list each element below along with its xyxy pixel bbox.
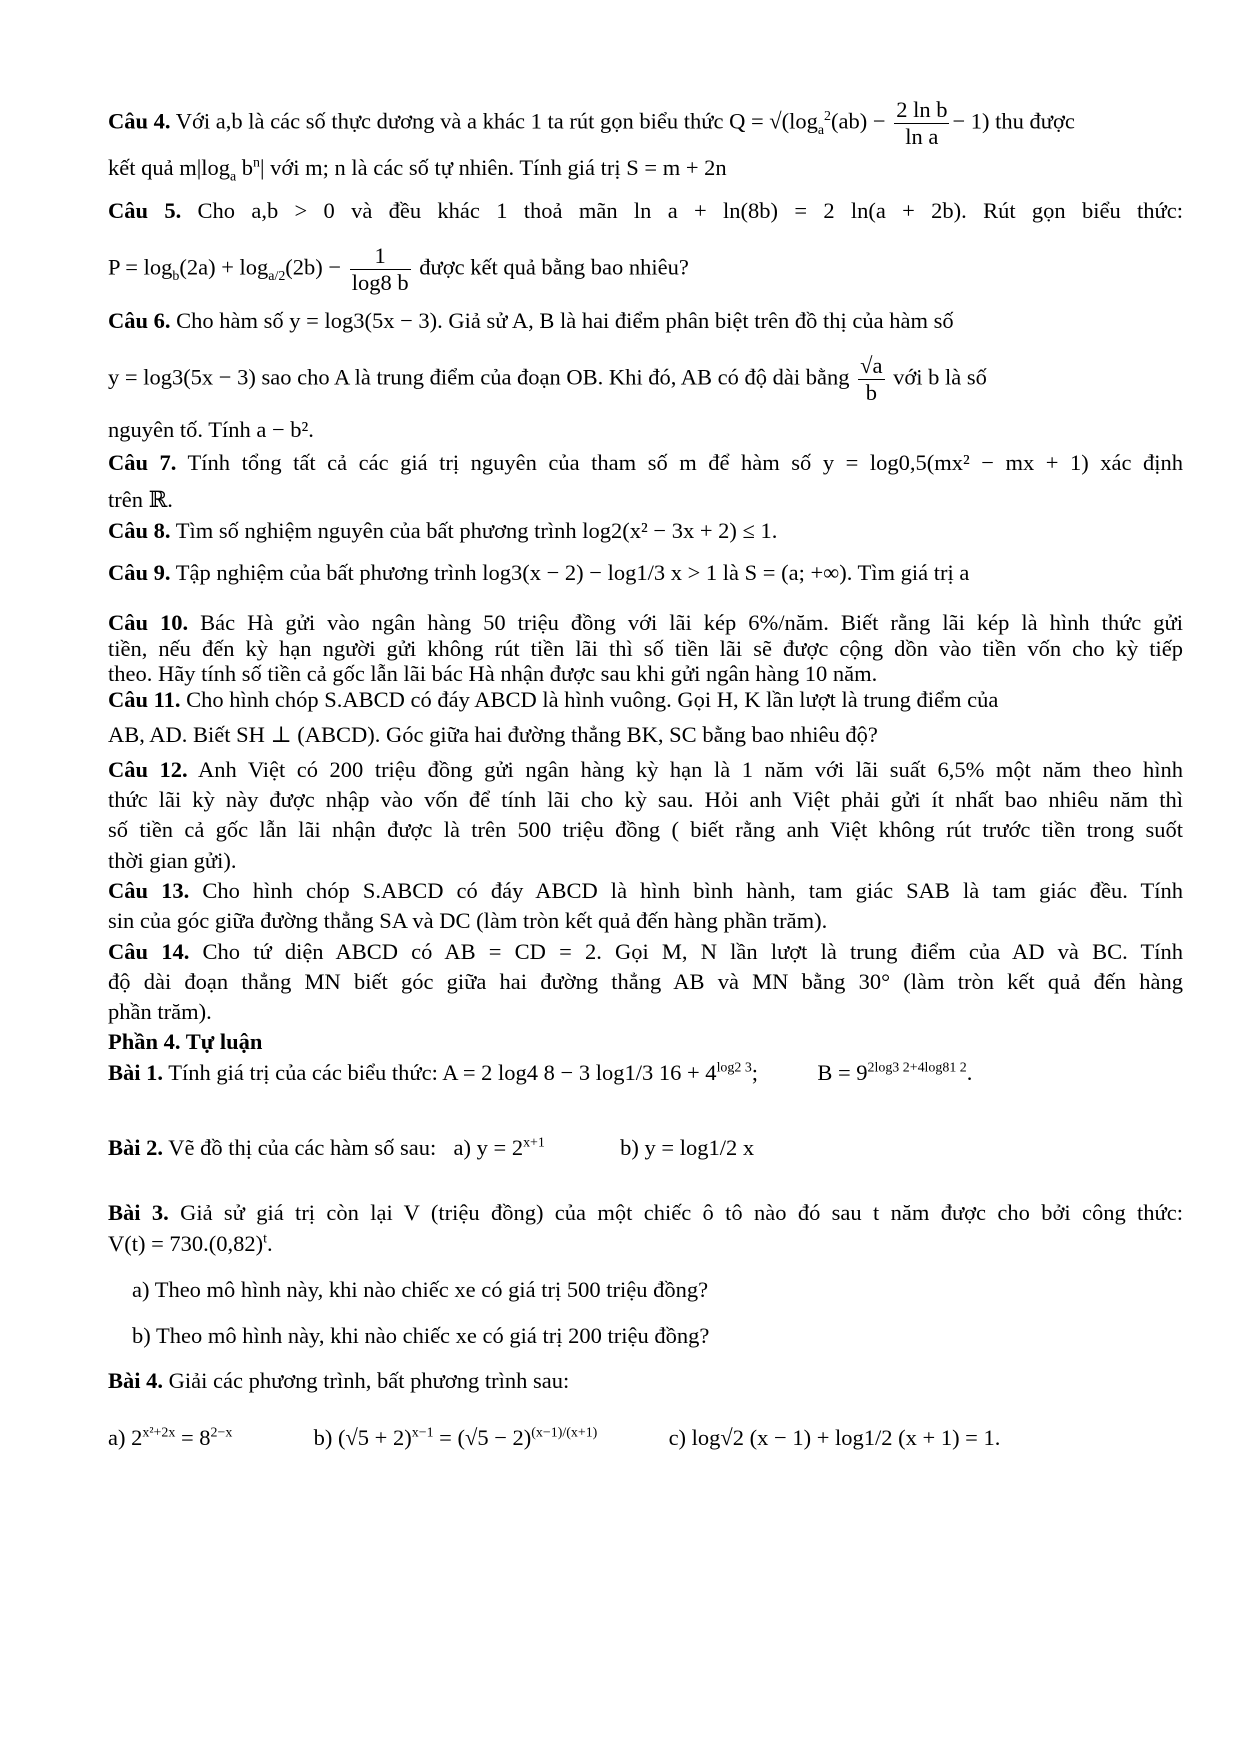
question-10-line-3: theo. Hãy tính số tiền cả gốc lẫn lãi bác Hà nhận được sau khi gửi ngân hàng 10 năm.	[108, 661, 878, 686]
exercise-label: Bài 3.	[108, 1200, 169, 1225]
question-14-line-2: độ dài đoạn thẳng MN biết góc giữa hai đường thẳng AB và MN bằng 30° (làm tròn kết quả đến hàng	[108, 969, 1183, 994]
question-9: Câu 9. Tập nghiệm của bất phương trình log3(x − 2) − log1/3 x > 1 là S = (a; +∞). Tìm giá trị a	[108, 560, 970, 585]
question-label: Câu 7.	[108, 450, 177, 475]
exercise-4-line-1: Bài 4. Giải các phương trình, bất phương trình sau:	[108, 1368, 570, 1393]
question-14-line-1: Câu 14. Cho tứ diện ABCD có AB = CD = 2. Gọi M, N lần lượt là trung điểm của AD và BC. Tính	[108, 939, 1184, 964]
fraction: $\frac{\text{2 ln b}}{\text{ln a}}$	[896, 97, 948, 149]
question-10-line-1: Câu 10. Bác Hà gửi vào ngân hàng 50 triệu đồng với lãi kép 6%/năm. Biết rằng lãi kép là hình thức gửi	[108, 610, 1184, 635]
question-4-line-1: Câu 4. Với a,b là các số thực dương và a khác 1 ta rút gọn biểu thức $Q = √(\log_a^2(ab)$ − $\frac{\text{2 ln b}}{\text{ln a}}$ − 1) thu được	[108, 97, 1075, 149]
question-label: Câu 5.	[108, 198, 182, 223]
question-13-line-1: Câu 13. Cho hình chóp S.ABCD có đáy ABCD là hình bình hành, tam giác SAB là tam giác đều. Tính	[108, 878, 1183, 903]
exercise-label: Bài 4.	[108, 1368, 164, 1393]
question-5-line-2: $P = \log_b(2a) + \log_{a/2}(2b)$ − $\frac{1}{\log 8 b}$ được kết quả bằng bao nhiêu?	[108, 243, 689, 295]
question-6-line-2: y = log3(5x − 3) sao cho A là trung điểm của đoạn OB. Khi đó, AB có độ dài bằng $\frac{√a}{b}$ với b là số	[108, 353, 987, 405]
question-label: Câu 13.	[108, 878, 190, 903]
exercise-4-line-2: a) $2^{x^2+2x} = 8^{2-x}$ b) $(√5 + 2)^{x-1} = (√5 - 2)^{(x-1)/(x+1)}$ c) log√2 (x − 1) + log1/2 (x + 1) = 1.	[108, 1425, 1001, 1450]
question-label: Câu 8.	[108, 518, 171, 543]
question-5-line-1: Câu 5. Cho a,b > 0 và đều khác 1 thoả mãn ln a + ln(8b) = 2 ln(a + 2b). Rút gọn biểu thức:	[108, 198, 1183, 223]
question-12-line-4: thời gian gửi).	[108, 848, 237, 873]
question-6-line-3: nguyên tố. Tính a − b².	[108, 417, 314, 442]
question-11-line-1: Câu 11. Cho hình chóp S.ABCD có đáy ABCD là hình vuông. Gọi H, K lần lượt là trung điểm của	[108, 687, 999, 712]
exercise-3-item-b: b) Theo mô hình này, khi nào chiếc xe có giá trị 200 triệu đồng?	[132, 1323, 710, 1348]
question-label: Câu 6.	[108, 308, 171, 333]
exercise-3-line-2: $V(t) = 730.(0,82)^t$.	[108, 1231, 273, 1256]
question-10-line-2: tiền, nếu đến kỳ hạn người gửi không rút tiền lãi thì số tiền lãi sẽ được cộng dồn vào tiền vốn cho kỳ tiếp	[108, 636, 1183, 661]
exercise-3-line-1: Bài 3. Giả sử giá trị còn lại V (triệu đồng) của một chiếc ô tô nào đó sau t năm được cho bởi công thức:	[108, 1200, 1183, 1225]
question-11-line-2: AB, AD. Biết SH ⊥ (ABCD). Góc giữa hai đường thẳng BK, SC bằng bao nhiêu độ?	[108, 722, 878, 747]
question-label: Câu 9.	[108, 560, 171, 585]
question-12-line-1: Câu 12. Anh Việt có 200 triệu đồng gửi ngân hàng kỳ hạn là 1 năm với lãi suất 6,5% một năm theo hình	[108, 757, 1183, 782]
exercise-2: Bài 2. Vẽ đồ thị của các hàm số sau: a) $y = 2^{x+1}$ b) y = log1/2 x	[108, 1135, 755, 1160]
exercise-1: Bài 1. Tính giá trị của các biểu thức: A = 2 log4 8 − 3 log1/3 $16 + 4^{log2 3}$; $B = 9^{2log3 2+4log81 2}$.	[108, 1060, 973, 1085]
question-label: Câu 12.	[108, 757, 188, 782]
question-12-line-2: thức lãi kỳ này được nhập vào vốn để tính lãi cho kỳ sau. Hỏi anh Việt phải gửi ít nhất bao nhiêu năm thì	[108, 787, 1183, 812]
question-12-line-3: số tiền cả gốc lẫn lãi nhận được là trên 500 triệu đồng ( biết rằng anh Việt không rút trước tiền trong suốt	[108, 817, 1183, 842]
question-7-line-2: trên ℝ.	[108, 487, 173, 512]
section-heading: Phần 4. Tự luận	[108, 1029, 263, 1054]
fraction: $\frac{1}{\log 8 b}$	[351, 243, 409, 295]
question-13-line-2: sin của góc giữa đường thẳng SA và DC (làm tròn kết quả đến hàng phần trăm).	[108, 908, 828, 933]
question-7-line-1: Câu 7. Tính tổng tất cả các giá trị nguyên của tham số m để hàm số y = log0,5(mx² − mx + 1) xác định	[108, 450, 1183, 475]
fraction: $\frac{√a}{b}$	[860, 353, 883, 405]
exercise-label: Bài 1.	[108, 1060, 164, 1085]
question-label: Câu 14.	[108, 939, 190, 964]
question-label: Câu 10.	[108, 610, 189, 635]
question-6-line-1: Câu 6. Cho hàm số y = log3(5x − 3). Giả sử A, B là hai điểm phân biệt trên đồ thị của hàm số	[108, 308, 954, 333]
question-8: Câu 8. Tìm số nghiệm nguyên của bất phương trình log2(x² − 3x + 2) ≤ 1.	[108, 518, 778, 543]
question-label: Câu 4.	[108, 108, 171, 134]
exercise-label: Bài 2.	[108, 1135, 164, 1160]
question-label: Câu 11.	[108, 687, 181, 712]
question-4-line-2: kết quả $m|\log_a$ $b^n|$ với m; n là các số tự nhiên. Tính giá trị S = m + 2n	[108, 155, 727, 185]
question-14-line-3: phần trăm).	[108, 999, 212, 1024]
exercise-3-item-a: a) Theo mô hình này, khi nào chiếc xe có giá trị 500 triệu đồng?	[132, 1277, 709, 1302]
